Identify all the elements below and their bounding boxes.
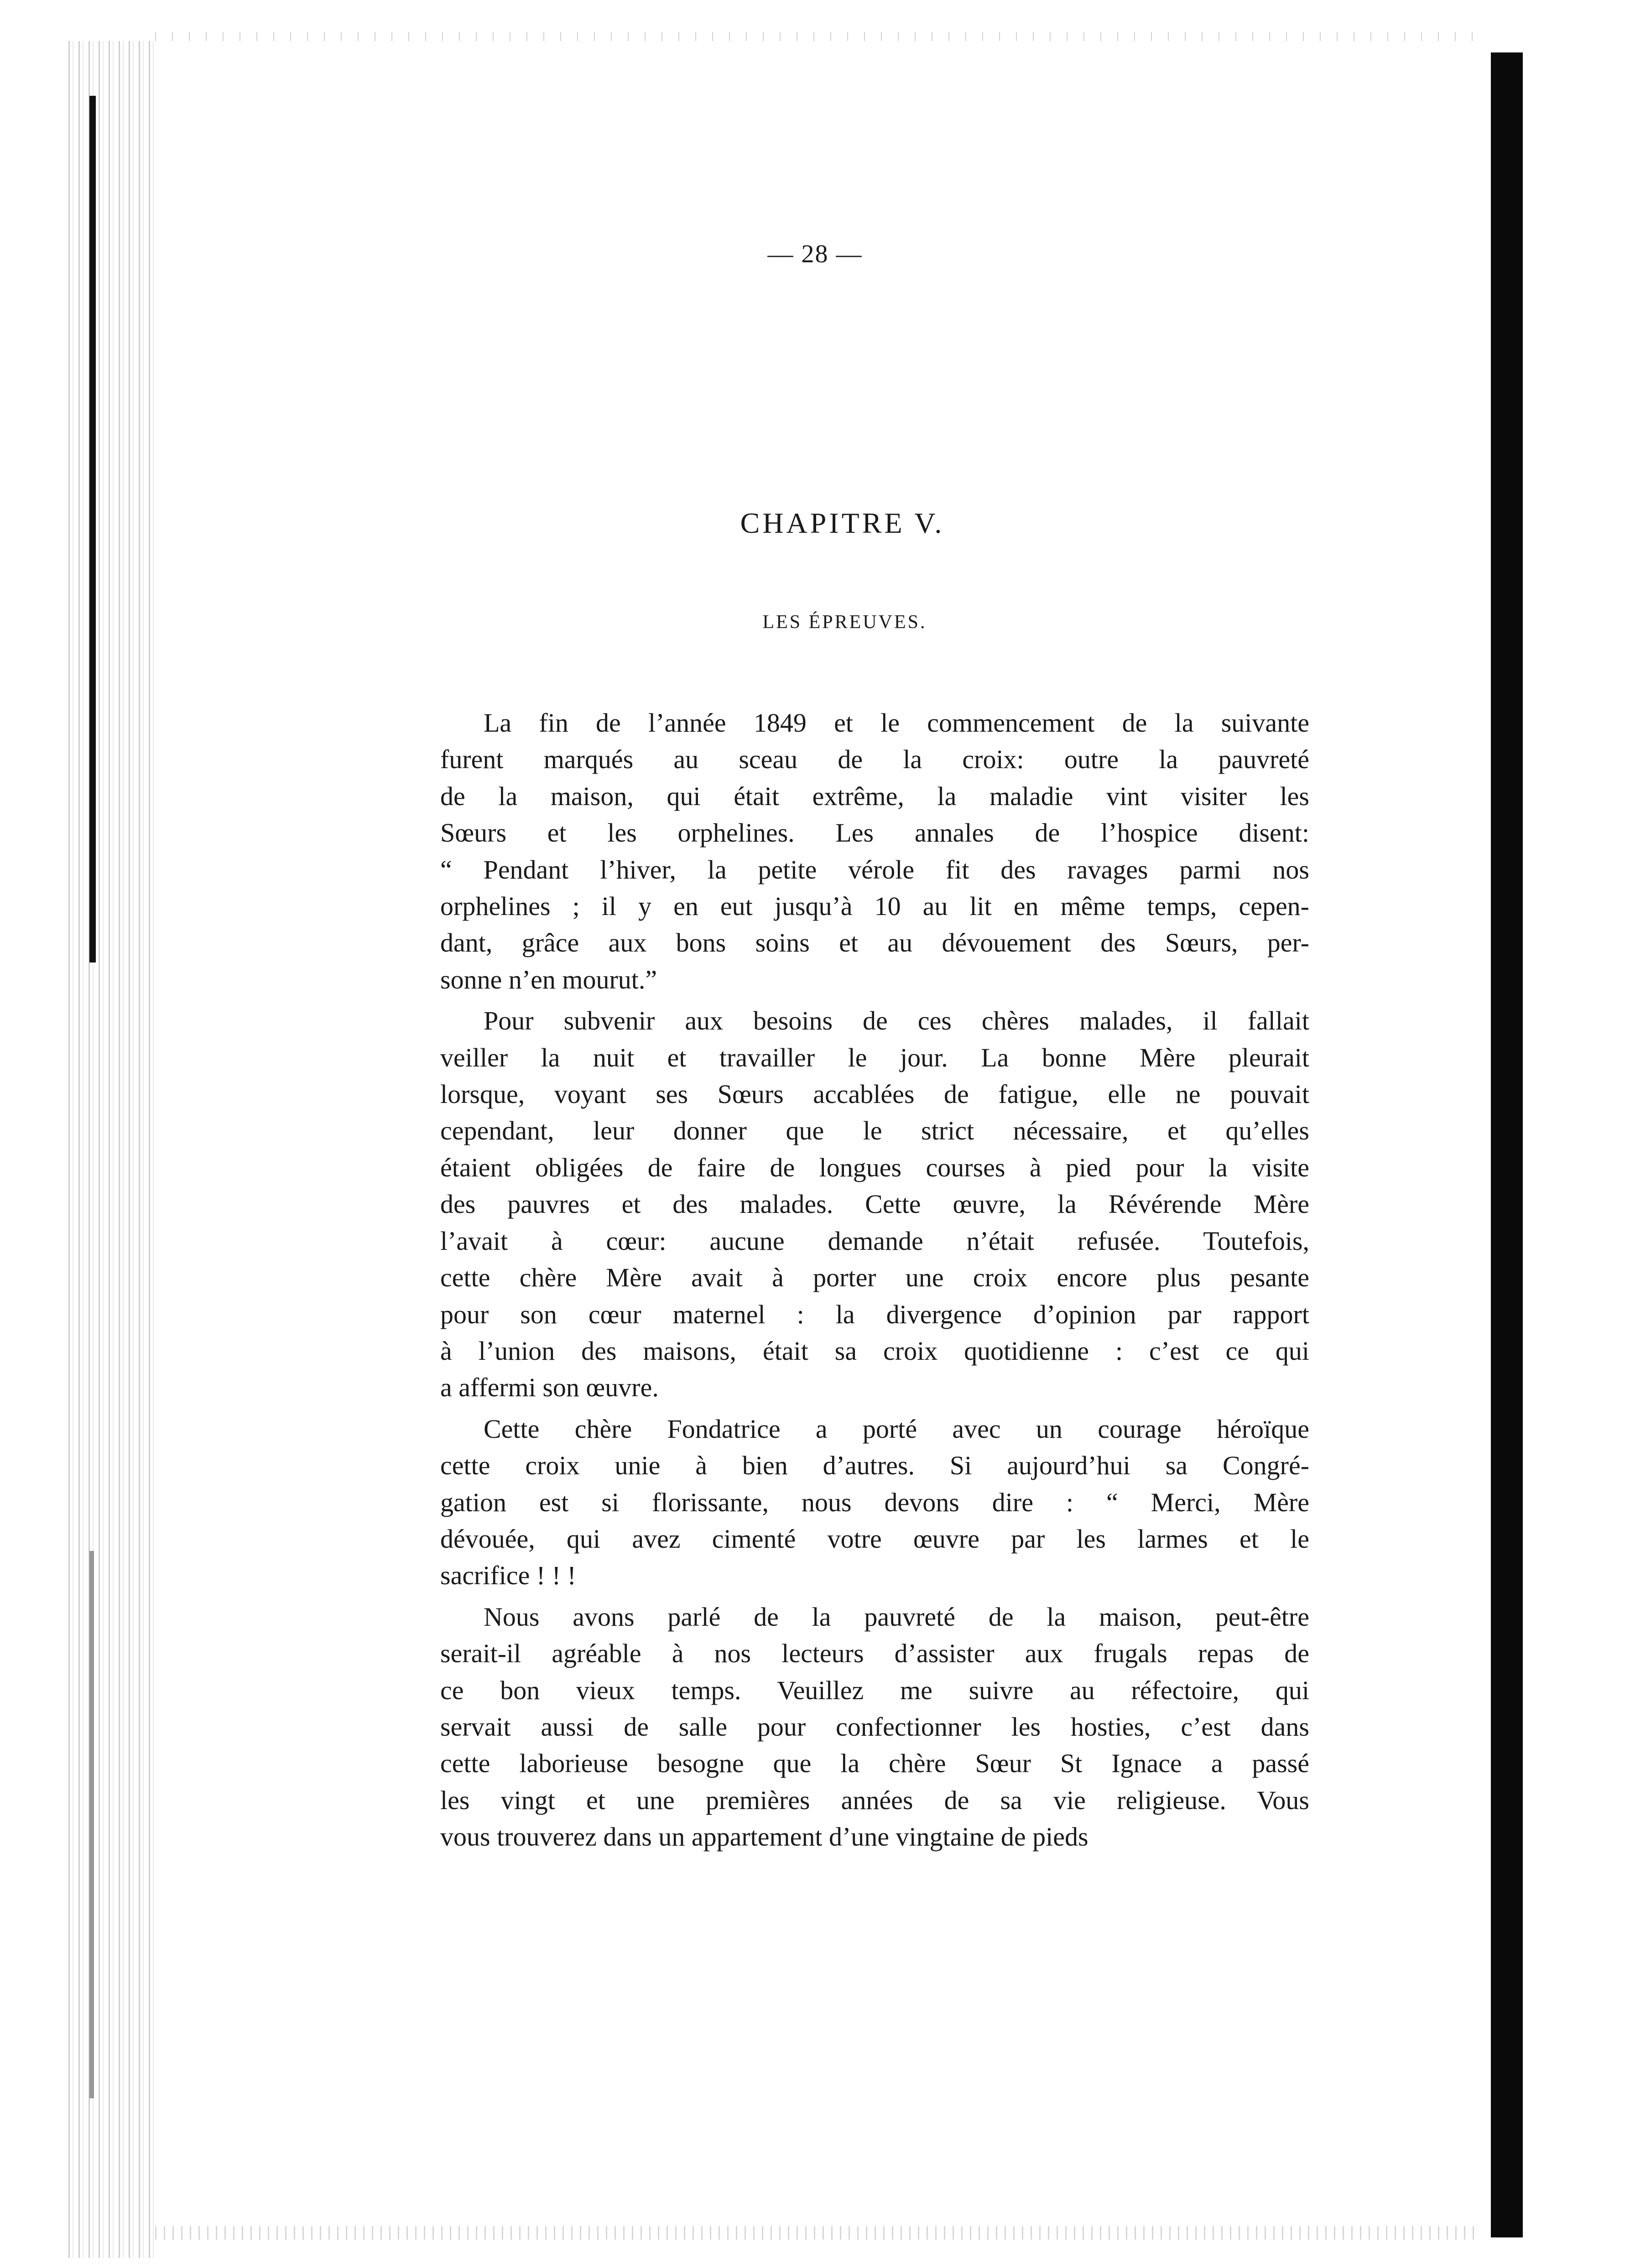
text-line: La fin de l’année 1849 et le commencement de la suivante — [484, 708, 1309, 738]
text-line: lorsque, voyant ses Sœurs accablées de fatigue, elle ne pouvait — [440, 1079, 1309, 1109]
text-line: étaient obligées de faire de longues courses à pied pour la visite — [440, 1152, 1309, 1182]
text-line: de la maison, qui était extrême, la maladie vint visiter les — [440, 781, 1309, 811]
scan-right-bar — [1491, 52, 1523, 2237]
text-line: veiller la nuit et travailler le jour. La bonne Mère pleurait — [440, 1042, 1309, 1072]
page-number: — 28 — — [767, 240, 863, 268]
text-line: cette croix unie à bien d’autres. Si aujourd’hui sa Congré- — [440, 1451, 1309, 1481]
text-line: “ Pendant l’hiver, la petite vérole fit des ravages parmi nos — [440, 854, 1309, 884]
text-line: l’avait à cœur: aucune demande n’était refusée. Toutefois, — [440, 1226, 1309, 1256]
text-line: Pour subvenir aux besoins de ces chères malades, il fallait — [484, 1006, 1309, 1036]
text-line: pour son cœur maternel : la divergence d’opinion par rapport — [440, 1299, 1309, 1329]
chapter-title: CHAPITRE V. — [740, 507, 945, 539]
text-line: a affermi son œuvre. — [440, 1373, 659, 1403]
body-text — [440, 705, 1309, 1860]
text-line: ce bon vieux temps. Veuillez me suivre au réfectoire, qui — [440, 1675, 1309, 1705]
text-line: Nous avons parlé de la pauvreté de la maison, peut-être — [484, 1602, 1309, 1632]
text-line: cette laborieuse besogne que la chère Sœur St Ignace a passé — [440, 1748, 1309, 1779]
scan-left-bar-lower — [89, 1551, 94, 2098]
paragraph — [440, 1411, 1309, 1594]
chapter-subtitle: LES ÉPREUVES. — [762, 612, 927, 633]
text-line: cependant, leur donner que le strict nécessaire, et qu’elles — [440, 1116, 1309, 1146]
text-line: Sœurs et les orphelines. Les annales de l’hospice disent: — [440, 818, 1309, 848]
paragraph — [440, 705, 1309, 998]
scan-left-edge — [68, 41, 155, 2258]
text-line: dant, grâce aux bons soins et au dévouement des Sœurs, per- — [440, 928, 1309, 958]
text-line: serait-il agréable à nos lecteurs d’assister aux frugals repas de — [440, 1639, 1309, 1669]
text-line: sacrifice ! ! ! — [440, 1561, 576, 1591]
paragraph — [440, 1599, 1309, 1856]
text-line: à l’union des maisons, était sa croix quotidienne : c’est ce qui — [440, 1336, 1309, 1366]
scan-bottom-noise — [155, 2226, 1478, 2240]
text-line: orphelines ; il y en eut jusqu’à 10 au lit en même temps, cepen- — [440, 891, 1309, 921]
text-line: dévouée, qui avez cimenté votre œuvre par les larmes et le — [440, 1524, 1309, 1554]
text-line: cette chère Mère avait à porter une croix encore plus pesante — [440, 1263, 1309, 1293]
text-line: sonne n’en mourut.” — [440, 964, 657, 994]
text-line: Cette chère Fondatrice a porté avec un courage héroïque — [484, 1414, 1309, 1444]
text-line: furent marqués au sceau de la croix: outre la pauvreté — [440, 744, 1309, 775]
text-line: des pauvres et des malades. Cette œuvre, la Révérende Mère — [440, 1189, 1309, 1219]
paragraph — [440, 1003, 1309, 1406]
scan-top-noise — [155, 32, 1478, 41]
text-line: vous trouverez dans un appartement d’une vingtaine de pieds — [440, 1822, 1088, 1852]
text-line: servait aussi de salle pour confectionner les hosties, c’est dans — [440, 1711, 1309, 1742]
text-line: les vingt et une premières années de sa vie religieuse. Vous — [440, 1785, 1309, 1815]
text-line: gation est si florissante, nous devons dire : “ Merci, Mère — [440, 1487, 1309, 1517]
